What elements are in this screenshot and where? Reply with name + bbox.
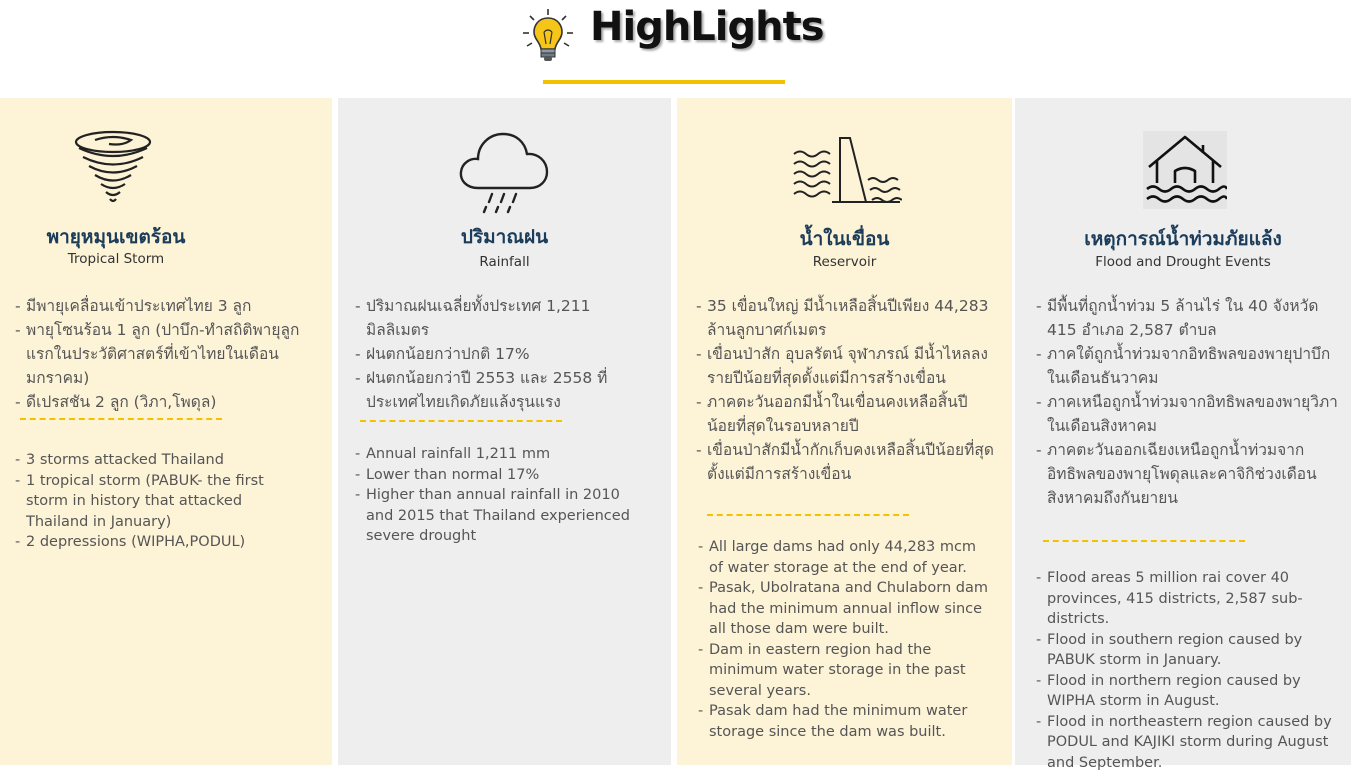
column-title-th: พายุหมุนเขตร้อน — [0, 222, 232, 252]
column-title-th: เหตุการณ์น้ำท่วมภัยแล้ง — [1015, 224, 1351, 254]
rain-cloud-icon — [458, 128, 550, 214]
tornado-icon — [73, 130, 153, 206]
dashed-divider — [360, 420, 562, 422]
list-item: - 2 depressions (WIPHA,PODUL) — [15, 532, 305, 553]
lightbulb-icon — [522, 8, 574, 64]
list-item: - ภาคใต้ถูกน้ำท่วมจากอิทธิพลของพายุปาบึกในเดือนธันวาคม — [1036, 342, 1341, 390]
list-item: - มีพื้นที่ถูกน้ำท่วม 5 ล้านไร่ ใน 40 จังหวัด 415 อำเภอ 2,587 ตำบล — [1036, 294, 1341, 342]
dam-icon — [792, 136, 902, 206]
column-title-en: Tropical Storm — [0, 251, 232, 267]
english-list — [355, 444, 645, 547]
list-item: - 35 เขื่อนใหญ่ มีน้ำเหลือสิ้นปีเพียง 44,283 ล้านลูกบาศก์เมตร — [696, 294, 996, 342]
column-title-en: Reservoir — [677, 254, 1012, 270]
list-item: - Pasak dam had the minimum water storage since the dam was built. — [698, 701, 992, 742]
column-reservoir — [677, 98, 1012, 765]
list-item: - ภาคเหนือถูกน้ำท่วมจากอิทธิพลของพายุวิภาในเดือนสิงหาคม — [1036, 390, 1341, 438]
column-tropical-storm — [0, 98, 332, 765]
list-item: - เขื่อนป่าสักมีน้ำกักเก็บคงเหลือสิ้นปีน้อยที่สุดตั้งแต่มีการสร้างเขื่อน — [696, 438, 996, 486]
dashed-divider — [1043, 540, 1245, 542]
page-title: HighLights — [590, 4, 824, 50]
english-list — [1036, 568, 1344, 773]
thai-list — [15, 294, 315, 414]
list-item: - Annual rainfall 1,211 mm — [355, 444, 645, 465]
list-item: - Pasak, Ubolratana and Chulaborn dam had the minimum annual inflow since all those dam were built. — [698, 578, 992, 640]
title-underline — [543, 80, 785, 84]
column-title-en: Rainfall — [338, 254, 671, 270]
list-item: - ภาคตะวันออกมีน้ำในเขื่อนคงเหลือสิ้นปีน้อยที่สุดในรอบหลายปี — [696, 390, 996, 438]
column-title-en: Flood and Drought Events — [1015, 254, 1351, 270]
thai-list — [696, 294, 996, 486]
list-item: - Dam in eastern region had the minimum water storage in the past several years. — [698, 640, 992, 702]
list-item: - เขื่อนป่าสัก อุบลรัตน์ จุฬาภรณ์ มีน้ำไหลลงรายปีน้อยที่สุดตั้งแต่มีการสร้างเขื่อน — [696, 342, 996, 390]
list-item: - ภาคตะวันออกเฉียงเหนือถูกน้ำท่วมจากอิทธิพลของพายุโพดุลและคาจิกิช่วงเดือนสิงหาคมถึงกันยายน — [1036, 438, 1341, 510]
column-rainfall — [338, 98, 671, 765]
list-item: - Flood in northern region caused by WIPHA storm in August. — [1036, 671, 1344, 712]
english-list — [15, 450, 305, 553]
list-item: - Flood areas 5 million rai cover 40 provinces, 415 districts, 2,587 sub-districts. — [1036, 568, 1344, 630]
dashed-divider — [707, 514, 909, 516]
list-item: - Flood in northeastern region caused by PODUL and KAJIKI storm during August and September. — [1036, 712, 1344, 773]
flooded-house-icon — [1143, 131, 1227, 209]
header — [0, 0, 1351, 96]
list-item: - ปริมาณฝนเฉลี่ยทั้งประเทศ 1,211 มิลลิเมตร — [355, 294, 655, 342]
list-item: - ฝนตกน้อยกว่าปกติ 17% — [355, 342, 655, 366]
list-item: - All large dams had only 44,283 mcm of water storage at the end of year. — [698, 537, 992, 578]
list-item: - Lower than normal 17% — [355, 465, 645, 486]
list-item: - 3 storms attacked Thailand — [15, 450, 305, 471]
list-item: - พายุโซนร้อน 1 ลูก (ปาบึก-ทำสถิติพายุลูกแรกในประวัติศาสตร์ที่เข้าไทยในเดือนมกราคม) — [15, 318, 315, 390]
list-item: - มีพายุเคลื่อนเข้าประเทศไทย 3 ลูก — [15, 294, 315, 318]
list-item: - ฝนตกน้อยกว่าปี 2553 และ 2558 ที่ประเทศไทยเกิดภัยแล้งรุนแรง — [355, 366, 655, 414]
thai-list — [1036, 294, 1341, 510]
english-list — [698, 537, 992, 742]
dashed-divider — [20, 418, 222, 420]
thai-list — [355, 294, 655, 414]
list-item: - 1 tropical storm (PABUK- the first storm in history that attacked Thailand in January) — [15, 471, 305, 533]
list-item: - ดีเปรสชัน 2 ลูก (วิภา,โพดุล) — [15, 390, 315, 414]
list-item: - Higher than annual rainfall in 2010 and 2015 that Thailand experienced severe drought — [355, 485, 645, 547]
column-title-th: ปริมาณฝน — [338, 222, 671, 252]
column-title-th: น้ำในเขื่อน — [677, 224, 1012, 254]
list-item: - Flood in southern region caused by PABUK storm in January. — [1036, 630, 1344, 671]
column-flood-drought — [1015, 98, 1351, 765]
